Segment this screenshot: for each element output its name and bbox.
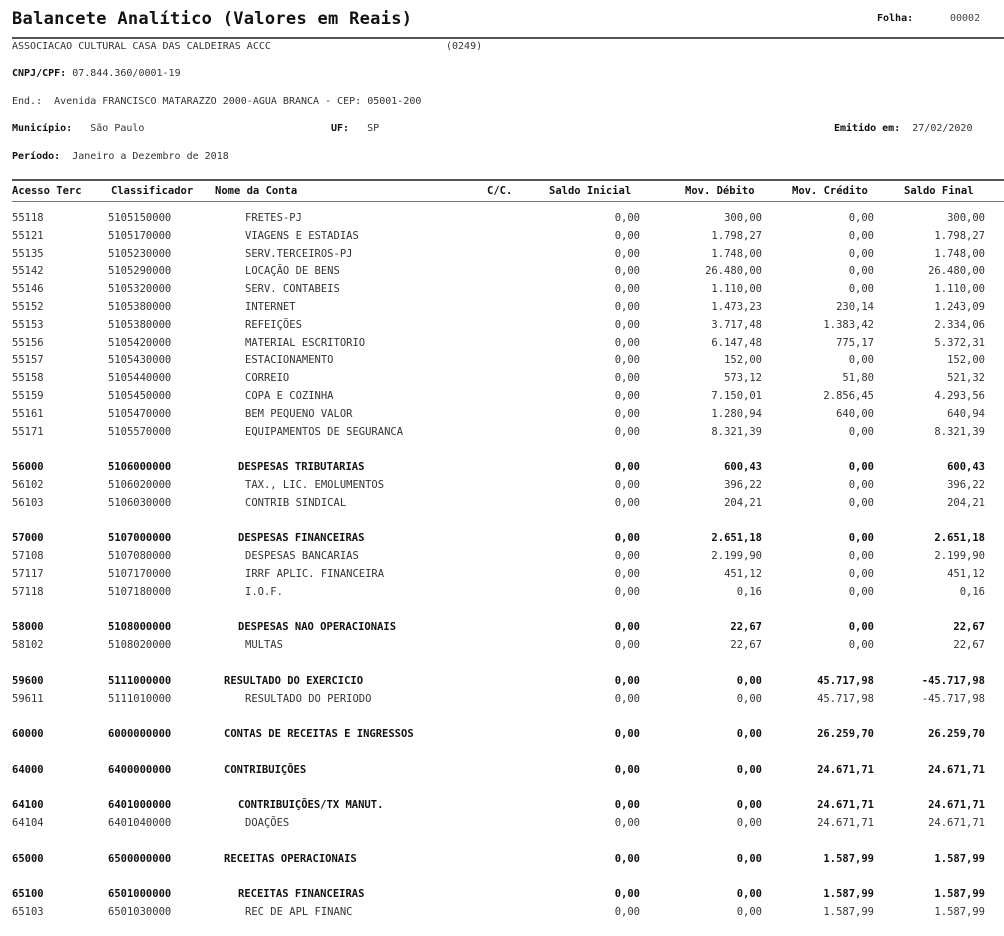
row-mov-credito: 775,17: [836, 336, 874, 349]
row-mov-credito: 230,14: [836, 301, 874, 313]
row-classificador: 5107180000: [108, 585, 172, 598]
folha-value: 00002: [950, 13, 981, 24]
row-acesso: 56103: [12, 496, 44, 509]
row-mov-debito: 152,00: [724, 354, 762, 367]
row-mov-credito: 45.717,98: [817, 674, 874, 687]
row-saldo-inicial: 0,00: [614, 212, 640, 224]
row-classificador: 5105570000: [108, 425, 172, 438]
row-acesso: 65103: [12, 906, 44, 919]
row-saldo-final: 1.748,00: [934, 247, 985, 260]
row-mov-credito: 45.717,98: [817, 692, 874, 705]
row-acesso: 55142: [12, 265, 44, 278]
row-mov-debito: 3.717,48: [711, 318, 762, 331]
row-mov-credito: 0,00: [848, 639, 874, 652]
row-account-name: SERV. CONTABEIS: [245, 283, 340, 296]
row-saldo-inicial: 0,00: [614, 817, 640, 830]
row-account-name: RESULTADO DO PERIODO: [245, 692, 372, 705]
row-saldo-final: 2.334,06: [934, 318, 985, 331]
row-acesso: 59611: [12, 692, 44, 705]
row-acesso: 56102: [12, 479, 44, 491]
row-acesso: 55153: [12, 318, 44, 331]
row-classificador: 5107000000: [108, 532, 172, 545]
row-account-name: DESPESAS TRIBUTARIAS: [238, 461, 365, 474]
row-acesso: 56000: [12, 461, 44, 474]
row-saldo-final: 300,00: [947, 212, 985, 224]
row-mov-credito: 0,00: [848, 621, 874, 634]
emitido-label: Emitido em:: [834, 123, 901, 134]
row-account-name: INTERNET: [245, 301, 296, 313]
table-row: [0, 479, 1004, 496]
col-mov-credito: Mov. Crédito: [792, 185, 868, 197]
row-classificador: 6501030000: [108, 906, 172, 919]
row-mov-debito: 600,43: [724, 461, 762, 474]
row-classificador: 6501000000: [108, 888, 172, 901]
row-acesso: 58102: [12, 639, 44, 652]
row-account-name: DESPESAS FINANCEIRAS: [238, 532, 365, 545]
row-account-name: BEM PEQUENO VALOR: [245, 407, 353, 420]
row-acesso: 55135: [12, 247, 44, 260]
row-mov-debito: 0,00: [736, 852, 762, 865]
row-saldo-final: 26.259,70: [928, 728, 985, 741]
row-saldo-inicial: 0,00: [614, 336, 640, 349]
row-saldo-final: -45.717,98: [921, 692, 985, 705]
row-saldo-inicial: 0,00: [614, 799, 640, 812]
row-mov-credito: 640,00: [836, 407, 874, 420]
row-mov-debito: 451,12: [724, 568, 762, 580]
cnpj-label: CNPJ/CPF:: [12, 68, 67, 79]
row-mov-debito: 0,00: [736, 906, 762, 919]
row-classificador: 6401000000: [108, 799, 172, 812]
row-saldo-final: 640,94: [947, 407, 985, 420]
row-classificador: 5107170000: [108, 568, 172, 580]
table-row: [0, 728, 1004, 745]
cnpj-value: 07.844.360/0001-19: [72, 68, 181, 79]
row-acesso: 64000: [12, 763, 44, 776]
row-saldo-final: 451,12: [947, 568, 985, 580]
row-saldo-inicial: 0,00: [614, 461, 640, 474]
table-row: [0, 675, 1004, 692]
municipio-value: São Paulo: [90, 123, 145, 134]
row-acesso: 57000: [12, 532, 44, 545]
row-saldo-inicial: 0,00: [614, 906, 640, 919]
row-mov-credito: 0,00: [848, 532, 874, 545]
row-mov-credito: 1.587,99: [823, 906, 874, 919]
table-row: [0, 550, 1004, 567]
table-row: [0, 265, 1004, 282]
row-acesso: 55152: [12, 301, 44, 313]
row-account-name: CONTRIBUIÇÕES/TX MANUT.: [238, 799, 384, 812]
row-mov-credito: 0,00: [848, 585, 874, 598]
table-row: [0, 319, 1004, 336]
row-saldo-inicial: 0,00: [614, 390, 640, 402]
row-mov-credito: 2.856,45: [823, 390, 874, 402]
row-mov-debito: 1.798,27: [711, 229, 762, 242]
row-acesso: 55171: [12, 425, 44, 438]
row-account-name: IRRF APLIC. FINANCEIRA: [245, 568, 385, 580]
table-row: [0, 532, 1004, 549]
row-saldo-final: 26.480,00: [928, 265, 985, 278]
row-classificador: 6000000000: [108, 728, 172, 741]
row-mov-credito: 0,00: [848, 568, 874, 580]
report-title: Balancete Analítico (Valores em Reais): [12, 9, 413, 29]
row-saldo-inicial: 0,00: [614, 247, 640, 260]
row-account-name: EQUIPAMENTOS DE SEGURANCA: [245, 425, 404, 438]
row-saldo-inicial: 0,00: [614, 585, 640, 598]
row-saldo-final: 1.243,09: [934, 301, 985, 313]
row-classificador: 5105420000: [108, 336, 172, 349]
row-mov-debito: 7.150,01: [711, 390, 762, 402]
row-mov-debito: 204,21: [724, 496, 762, 509]
row-mov-credito: 1.587,99: [823, 852, 874, 865]
row-acesso: 55159: [12, 390, 44, 402]
row-account-name: ESTACIONAMENTO: [245, 354, 334, 367]
row-mov-debito: 1.473,23: [711, 301, 762, 313]
row-account-name: MULTAS: [245, 639, 283, 652]
row-saldo-final: 204,21: [947, 496, 985, 509]
row-mov-credito: 24.671,71: [817, 817, 874, 830]
col-cc: C/C.: [487, 185, 513, 197]
row-saldo-inicial: 0,00: [614, 568, 640, 580]
row-saldo-final: 1.798,27: [934, 229, 985, 242]
row-acesso: 58000: [12, 621, 44, 634]
row-account-name: MATERIAL ESCRITORIO: [245, 336, 366, 349]
row-classificador: 5106020000: [108, 479, 172, 491]
row-acesso: 65000: [12, 852, 44, 865]
row-acesso: 55146: [12, 283, 44, 296]
table-row: [0, 301, 1004, 318]
table-row: [0, 853, 1004, 870]
row-acesso: 64104: [12, 817, 44, 830]
row-saldo-final: 4.293,56: [934, 390, 985, 402]
table-row: [0, 888, 1004, 905]
row-saldo-inicial: 0,00: [614, 372, 640, 385]
row-classificador: 5111010000: [108, 692, 172, 705]
row-classificador: 6500000000: [108, 852, 172, 865]
row-classificador: 5105440000: [108, 372, 172, 385]
row-saldo-final: 24.671,71: [928, 799, 985, 812]
row-acesso: 57108: [12, 550, 44, 563]
table-row: [0, 586, 1004, 603]
table-row: [0, 212, 1004, 229]
periodo-value: Janeiro a Dezembro de 2018: [72, 151, 229, 162]
row-mov-debito: 8.321,39: [711, 425, 762, 438]
row-mov-debito: 0,00: [736, 692, 762, 705]
emitido-value: 27/02/2020: [912, 123, 973, 134]
row-saldo-inicial: 0,00: [614, 888, 640, 901]
row-saldo-inicial: 0,00: [614, 621, 640, 634]
row-mov-debito: 0,00: [736, 799, 762, 812]
row-saldo-inicial: 0,00: [614, 301, 640, 313]
row-classificador: 5105430000: [108, 354, 172, 367]
row-account-name: DESPESAS NAO OPERACIONAIS: [238, 621, 397, 634]
municipio-line: [12, 123, 144, 134]
col-mov-debito: Mov. Débito: [685, 185, 755, 197]
row-saldo-inicial: 0,00: [614, 283, 640, 296]
row-account-name: DOAÇÕES: [245, 817, 290, 830]
row-saldo-inicial: 0,00: [614, 265, 640, 278]
table-row: [0, 408, 1004, 425]
row-mov-debito: 1.748,00: [711, 247, 762, 260]
folha-label: Folha:: [877, 13, 914, 24]
col-saldo-inicial: Saldo Inicial: [549, 185, 632, 197]
row-account-name: REFEIÇÕES: [245, 318, 302, 331]
row-acesso: 64100: [12, 799, 44, 812]
row-saldo-final: 22,67: [953, 621, 985, 634]
row-account-name: COPA E COZINHA: [245, 390, 334, 402]
address-value: Avenida FRANCISCO MATARAZZO 2000-AGUA BRANCA - CEP: 05001-200: [54, 96, 422, 107]
entity-name: ASSOCIACAO CULTURAL CASA DAS CALDEIRAS ACCC: [12, 41, 271, 52]
row-saldo-inicial: 0,00: [614, 674, 640, 687]
row-saldo-final: 1.587,99: [934, 852, 985, 865]
row-acesso: 55157: [12, 354, 44, 367]
table-row: [0, 568, 1004, 585]
row-classificador: 5105290000: [108, 265, 172, 278]
title-divider: [12, 37, 1004, 39]
table-row: [0, 764, 1004, 781]
row-mov-debito: 396,22: [724, 479, 762, 491]
row-classificador: 5106030000: [108, 496, 172, 509]
row-saldo-final: 521,32: [947, 372, 985, 385]
table-row: [0, 693, 1004, 710]
table-row: [0, 354, 1004, 371]
row-mov-credito: 1.383,42: [823, 318, 874, 331]
table-row: [0, 817, 1004, 834]
row-mov-credito: 0,00: [848, 265, 874, 278]
address-line: [12, 96, 421, 107]
row-mov-credito: 51,80: [842, 372, 874, 385]
table-row: [0, 497, 1004, 514]
row-saldo-final: 2.651,18: [934, 532, 985, 545]
row-classificador: 5105150000: [108, 212, 172, 224]
row-account-name: CORREIO: [245, 372, 290, 385]
row-saldo-inicial: 0,00: [614, 425, 640, 438]
row-saldo-final: 152,00: [947, 354, 985, 367]
row-acesso: 55161: [12, 407, 44, 420]
row-classificador: 5111000000: [108, 674, 172, 687]
row-saldo-inicial: 0,00: [614, 728, 640, 741]
row-saldo-inicial: 0,00: [614, 318, 640, 331]
row-mov-credito: 0,00: [848, 247, 874, 260]
row-acesso: 65100: [12, 888, 44, 901]
row-account-name: VIAGENS E ESTADIAS: [245, 229, 359, 242]
row-mov-credito: 26.259,70: [817, 728, 874, 741]
row-saldo-inicial: 0,00: [614, 852, 640, 865]
row-mov-debito: 1.110,00: [711, 283, 762, 296]
row-mov-debito: 2.199,90: [711, 550, 762, 563]
row-mov-credito: 0,00: [848, 425, 874, 438]
row-acesso: 55121: [12, 229, 44, 242]
row-mov-debito: 2.651,18: [711, 532, 762, 545]
uf-label: UF:: [331, 123, 350, 134]
row-saldo-inicial: 0,00: [614, 763, 640, 776]
row-saldo-final: 24.671,71: [928, 763, 985, 776]
row-account-name: DESPESAS BANCARIAS: [245, 550, 359, 563]
row-mov-debito: 573,12: [724, 372, 762, 385]
row-acesso: 60000: [12, 728, 44, 741]
row-saldo-inicial: 0,00: [614, 229, 640, 242]
row-account-name: LOCAÇÃO DE BENS: [245, 265, 340, 278]
row-mov-debito: 0,00: [736, 888, 762, 901]
row-mov-debito: 6.147,48: [711, 336, 762, 349]
row-classificador: 5105450000: [108, 390, 172, 402]
row-saldo-final: 24.671,71: [928, 817, 985, 830]
row-classificador: 6401040000: [108, 817, 172, 830]
row-mov-debito: 26.480,00: [705, 265, 762, 278]
row-classificador: 5105380000: [108, 301, 172, 313]
table-row: [0, 621, 1004, 638]
address-label: End.:: [12, 96, 43, 107]
row-account-name: RESULTADO DO EXERCICIO: [224, 674, 364, 687]
row-classificador: 5105470000: [108, 407, 172, 420]
cnpj-line: [12, 68, 181, 79]
row-saldo-final: 2.199,90: [934, 550, 985, 563]
row-classificador: 5108000000: [108, 621, 172, 634]
row-classificador: 5106000000: [108, 461, 172, 474]
row-saldo-final: -45.717,98: [921, 674, 985, 687]
table-row: [0, 248, 1004, 265]
table-row: [0, 639, 1004, 656]
table-top-divider: [12, 179, 1004, 181]
row-saldo-inicial: 0,00: [614, 550, 640, 563]
row-mov-credito: 0,00: [848, 354, 874, 367]
row-account-name: I.O.F.: [245, 585, 283, 598]
municipio-label: Município:: [12, 123, 73, 134]
table-row: [0, 426, 1004, 443]
row-classificador: 6400000000: [108, 763, 172, 776]
row-classificador: 5105170000: [108, 229, 172, 242]
row-mov-credito: 0,00: [848, 496, 874, 509]
table-row: [0, 906, 1004, 923]
row-account-name: TAX., LIC. EMOLUMENTOS: [245, 479, 385, 491]
row-saldo-inicial: 0,00: [614, 692, 640, 705]
row-mov-debito: 1.280,94: [711, 407, 762, 420]
header-divider: [12, 201, 1004, 202]
row-acesso: 55158: [12, 372, 44, 385]
row-saldo-final: 5.372,31: [934, 336, 985, 349]
row-mov-credito: 0,00: [848, 479, 874, 491]
table-row: [0, 372, 1004, 389]
row-saldo-final: 600,43: [947, 461, 985, 474]
row-mov-credito: 24.671,71: [817, 799, 874, 812]
row-account-name: CONTRIB SINDICAL: [245, 496, 347, 509]
row-account-name: SERV.TERCEIROS-PJ: [245, 247, 353, 260]
table-row: [0, 283, 1004, 300]
row-saldo-inicial: 0,00: [614, 639, 640, 652]
row-account-name: FRETES-PJ: [245, 212, 302, 224]
row-account-name: RECEITAS OPERACIONAIS: [224, 852, 357, 865]
row-account-name: RECEITAS FINANCEIRAS: [238, 888, 365, 901]
row-mov-credito: 0,00: [848, 229, 874, 242]
row-mov-debito: 22,67: [730, 621, 762, 634]
row-mov-debito: 0,00: [736, 817, 762, 830]
row-mov-debito: 22,67: [730, 639, 762, 652]
periodo-line: [12, 151, 229, 162]
table-row: [0, 390, 1004, 407]
row-acesso: 55118: [12, 212, 44, 224]
row-account-name: CONTRIBUIÇÕES: [224, 763, 307, 776]
row-saldo-final: 8.321,39: [934, 425, 985, 438]
row-mov-debito: 0,00: [736, 728, 762, 741]
row-mov-debito: 0,00: [736, 763, 762, 776]
row-mov-debito: 300,00: [724, 212, 762, 224]
row-acesso: 57118: [12, 585, 44, 598]
table-row: [0, 461, 1004, 478]
row-mov-credito: 0,00: [848, 550, 874, 563]
row-mov-credito: 24.671,71: [817, 763, 874, 776]
col-acesso-terc: Acesso Terc: [12, 185, 82, 197]
row-acesso: 57117: [12, 568, 44, 580]
row-saldo-inicial: 0,00: [614, 354, 640, 367]
row-saldo-final: 0,16: [959, 585, 985, 598]
row-acesso: 55156: [12, 336, 44, 349]
entity-code: (0249): [446, 41, 483, 52]
row-acesso: 59600: [12, 674, 44, 687]
row-mov-credito: 0,00: [848, 461, 874, 474]
col-nome-conta: Nome da Conta: [215, 185, 298, 197]
row-saldo-inicial: 0,00: [614, 479, 640, 491]
col-saldo-final: Saldo Final: [904, 185, 974, 197]
row-saldo-final: 1.587,99: [934, 906, 985, 919]
uf-value: SP: [367, 123, 380, 134]
row-saldo-final: 1.587,99: [934, 888, 985, 901]
row-saldo-final: 396,22: [947, 479, 985, 491]
table-row: [0, 799, 1004, 816]
row-saldo-final: 22,67: [953, 639, 985, 652]
row-saldo-final: 1.110,00: [934, 283, 985, 296]
periodo-label: Período:: [12, 151, 61, 162]
table-row: [0, 230, 1004, 247]
row-classificador: 5105380000: [108, 318, 172, 331]
row-mov-credito: 0,00: [848, 283, 874, 296]
row-saldo-inicial: 0,00: [614, 532, 640, 545]
table-row: [0, 337, 1004, 354]
col-classificador: Classificador: [111, 185, 194, 197]
row-classificador: 5105230000: [108, 247, 172, 260]
row-mov-credito: 1.587,99: [823, 888, 874, 901]
row-account-name: CONTAS DE RECEITAS E INGRESSOS: [224, 728, 414, 741]
row-classificador: 5105320000: [108, 283, 172, 296]
row-mov-credito: 0,00: [848, 212, 874, 224]
emitido-line: [834, 123, 972, 134]
row-mov-debito: 0,00: [736, 674, 762, 687]
row-classificador: 5107080000: [108, 550, 172, 563]
row-classificador: 5108020000: [108, 639, 172, 652]
uf-line: [331, 123, 379, 134]
row-saldo-inicial: 0,00: [614, 496, 640, 509]
row-mov-debito: 0,16: [736, 585, 762, 598]
row-saldo-inicial: 0,00: [614, 407, 640, 420]
row-account-name: REC DE APL FINANC: [245, 906, 353, 919]
